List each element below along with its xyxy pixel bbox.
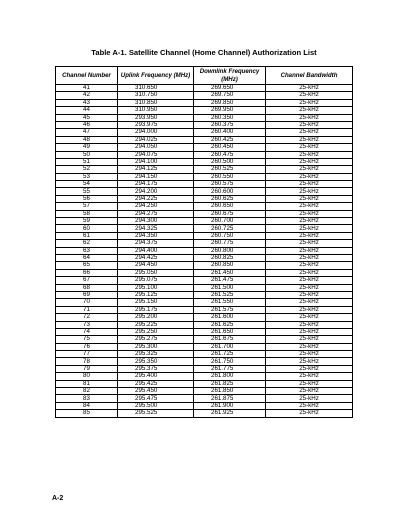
channel-number-cell: 68 xyxy=(56,284,118,291)
channel-number-cell: 72 xyxy=(56,314,118,321)
channel-number-cell: 47 xyxy=(56,129,118,136)
downlink-frequency-cell: 260.500 xyxy=(194,158,266,165)
uplink-frequency-cell: 295.475 xyxy=(118,395,194,402)
channel-bandwidth-cell: 25-kHz xyxy=(266,225,353,232)
uplink-frequency-cell: 295.050 xyxy=(118,269,194,276)
uplink-frequency-cell: 295.375 xyxy=(118,365,194,372)
uplink-frequency-cell: 294.175 xyxy=(118,181,194,188)
channel-number-cell: 85 xyxy=(56,410,118,417)
downlink-frequency-cell: 261.500 xyxy=(194,284,266,291)
channel-bandwidth-cell: 25-kHz xyxy=(266,284,353,291)
channel-number-cell: 77 xyxy=(56,351,118,358)
downlink-frequency-cell: 260.600 xyxy=(194,188,266,195)
uplink-frequency-cell: 295.500 xyxy=(118,402,194,409)
uplink-frequency-cell: 294.250 xyxy=(118,203,194,210)
channel-bandwidth-cell: 25-kHz xyxy=(266,314,353,321)
channel-bandwidth-cell: 25-kHz xyxy=(266,365,353,372)
channel-bandwidth-cell: 25-kHz xyxy=(266,232,353,239)
channel-bandwidth-cell: 25-kHz xyxy=(266,136,353,143)
downlink-frequency-cell: 260.450 xyxy=(194,144,266,151)
channel-bandwidth-cell: 25-kHz xyxy=(266,92,353,99)
uplink-frequency-cell: 294.050 xyxy=(118,144,194,151)
channel-number-cell: 73 xyxy=(56,321,118,328)
channel-number-cell: 60 xyxy=(56,225,118,232)
channel-bandwidth-cell: 25-kHz xyxy=(266,129,353,136)
channel-bandwidth-cell: 25-kHz xyxy=(266,277,353,284)
downlink-frequency-cell: 261.575 xyxy=(194,306,266,313)
channel-bandwidth-cell: 25-kHz xyxy=(266,121,353,128)
channel-number-cell: 41 xyxy=(56,85,118,92)
uplink-frequency-cell: 310.650 xyxy=(118,85,194,92)
page-number: A-2 xyxy=(52,495,64,502)
channel-bandwidth-cell: 25-kHz xyxy=(266,299,353,306)
channel-number-cell: 57 xyxy=(56,203,118,210)
channel-bandwidth-cell: 25-kHz xyxy=(266,181,353,188)
uplink-frequency-cell: 295.450 xyxy=(118,388,194,395)
table-row xyxy=(56,218,353,225)
uplink-frequency-cell: 294.425 xyxy=(118,254,194,261)
uplink-frequency-cell: 310.850 xyxy=(118,99,194,106)
channel-bandwidth-cell: 25-kHz xyxy=(266,85,353,92)
uplink-frequency-cell: 295.350 xyxy=(118,358,194,365)
channel-bandwidth-cell: 25-kHz xyxy=(266,351,353,358)
uplink-frequency-cell: 293.950 xyxy=(118,114,194,121)
downlink-frequency-cell: 261.600 xyxy=(194,314,266,321)
channel-bandwidth-cell: 25-kHz xyxy=(266,166,353,173)
channel-number-cell: 74 xyxy=(56,328,118,335)
uplink-frequency-cell: 294.125 xyxy=(118,166,194,173)
downlink-frequency-cell: 269.650 xyxy=(194,85,266,92)
channel-number-cell: 64 xyxy=(56,254,118,261)
uplink-frequency-cell: 294.300 xyxy=(118,218,194,225)
downlink-frequency-cell: 260.350 xyxy=(194,114,266,121)
downlink-frequency-cell: 261.525 xyxy=(194,291,266,298)
table-row xyxy=(56,388,353,395)
table-header-row xyxy=(56,67,353,85)
downlink-frequency-cell: 261.625 xyxy=(194,321,266,328)
channel-bandwidth-cell: 25-kHz xyxy=(266,240,353,247)
channel-number-cell: 42 xyxy=(56,92,118,99)
downlink-frequency-cell: 260.700 xyxy=(194,218,266,225)
downlink-frequency-cell: 261.650 xyxy=(194,328,266,335)
channel-number-cell: 71 xyxy=(56,306,118,313)
downlink-frequency-cell: 260.475 xyxy=(194,151,266,158)
channel-bandwidth-cell: 25-kHz xyxy=(266,195,353,202)
downlink-frequency-cell: 260.825 xyxy=(194,254,266,261)
downlink-frequency-cell: 260.400 xyxy=(194,129,266,136)
downlink-frequency-cell: 260.525 xyxy=(194,166,266,173)
channel-bandwidth-cell: 25-kHz xyxy=(266,373,353,380)
channel-number-cell: 69 xyxy=(56,291,118,298)
downlink-frequency-cell: 261.550 xyxy=(194,299,266,306)
uplink-frequency-cell: 295.100 xyxy=(118,284,194,291)
downlink-frequency-cell: 261.450 xyxy=(194,269,266,276)
downlink-frequency-cell: 269.850 xyxy=(194,99,266,106)
downlink-frequency-cell: 261.850 xyxy=(194,388,266,395)
channel-number-cell: 83 xyxy=(56,395,118,402)
channel-number-cell: 78 xyxy=(56,358,118,365)
downlink-frequency-cell: 261.725 xyxy=(194,351,266,358)
channel-number-cell: 75 xyxy=(56,336,118,343)
downlink-frequency-cell: 261.825 xyxy=(194,380,266,387)
channel-number-cell: 50 xyxy=(56,151,118,158)
table-row xyxy=(56,181,353,188)
uplink-frequency-cell: 295.075 xyxy=(118,277,194,284)
channel-number-cell: 67 xyxy=(56,277,118,284)
uplink-frequency-cell: 295.325 xyxy=(118,351,194,358)
downlink-frequency-cell: 260.575 xyxy=(194,181,266,188)
uplink-frequency-cell: 295.425 xyxy=(118,380,194,387)
uplink-frequency-cell: 294.075 xyxy=(118,151,194,158)
downlink-frequency-cell: 261.900 xyxy=(194,402,266,409)
downlink-frequency-cell: 260.625 xyxy=(194,195,266,202)
channel-bandwidth-cell: 25-kHz xyxy=(266,306,353,313)
downlink-frequency-cell: 260.775 xyxy=(194,240,266,247)
downlink-frequency-cell: 261.875 xyxy=(194,395,266,402)
channel-number-cell: 84 xyxy=(56,402,118,409)
channel-number-cell: 52 xyxy=(56,166,118,173)
uplink-frequency-cell: 295.400 xyxy=(118,373,194,380)
downlink-frequency-cell: 269.750 xyxy=(194,92,266,99)
downlink-frequency-cell: 261.750 xyxy=(194,358,266,365)
channel-bandwidth-cell: 25-kHz xyxy=(266,188,353,195)
channel-bandwidth-cell: 25-kHz xyxy=(266,328,353,335)
uplink-frequency-cell: 294.400 xyxy=(118,247,194,254)
downlink-frequency-cell: 261.775 xyxy=(194,365,266,372)
channel-bandwidth-cell: 25-kHz xyxy=(266,114,353,121)
header-downlink-frequency: Downlink Frequency (MHz) xyxy=(194,67,266,85)
channel-number-cell: 79 xyxy=(56,365,118,372)
channel-bandwidth-cell: 25-kHz xyxy=(266,151,353,158)
downlink-frequency-cell: 261.925 xyxy=(194,410,266,417)
uplink-frequency-cell: 295.300 xyxy=(118,343,194,350)
downlink-frequency-cell: 261.700 xyxy=(194,343,266,350)
uplink-frequency-cell: 295.125 xyxy=(118,291,194,298)
channel-bandwidth-cell: 25-kHz xyxy=(266,158,353,165)
channel-number-cell: 62 xyxy=(56,240,118,247)
table-row xyxy=(56,144,353,151)
uplink-frequency-cell: 294.225 xyxy=(118,195,194,202)
channel-number-cell: 76 xyxy=(56,343,118,350)
uplink-frequency-cell: 294.025 xyxy=(118,136,194,143)
header-uplink-frequency: Uplink Frequency (MHz) xyxy=(118,67,194,85)
table-row xyxy=(56,314,353,321)
uplink-frequency-cell: 310.950 xyxy=(118,107,194,114)
channel-bandwidth-cell: 25-kHz xyxy=(266,291,353,298)
downlink-frequency-cell: 260.725 xyxy=(194,225,266,232)
channel-number-cell: 43 xyxy=(56,99,118,106)
uplink-frequency-cell: 293.975 xyxy=(118,121,194,128)
header-channel-number: Channel Number xyxy=(56,67,118,85)
downlink-frequency-cell: 260.425 xyxy=(194,136,266,143)
channel-bandwidth-cell: 25-kHz xyxy=(266,343,353,350)
channel-bandwidth-cell: 25-kHz xyxy=(266,144,353,151)
downlink-frequency-cell: 261.800 xyxy=(194,373,266,380)
channel-number-cell: 65 xyxy=(56,262,118,269)
uplink-frequency-cell: 295.225 xyxy=(118,321,194,328)
downlink-frequency-cell: 261.675 xyxy=(194,336,266,343)
channel-bandwidth-cell: 25-kHz xyxy=(266,107,353,114)
channel-number-cell: 80 xyxy=(56,373,118,380)
downlink-frequency-cell: 260.750 xyxy=(194,232,266,239)
uplink-frequency-cell: 294.200 xyxy=(118,188,194,195)
uplink-frequency-cell: 294.325 xyxy=(118,225,194,232)
channel-number-cell: 55 xyxy=(56,188,118,195)
downlink-frequency-cell: 260.850 xyxy=(194,262,266,269)
table-body xyxy=(56,85,353,418)
channel-number-cell: 44 xyxy=(56,107,118,114)
uplink-frequency-cell: 294.100 xyxy=(118,158,194,165)
channel-bandwidth-cell: 25-kHz xyxy=(266,173,353,180)
authorization-table xyxy=(55,66,353,418)
downlink-frequency-cell: 260.375 xyxy=(194,121,266,128)
channel-number-cell: 66 xyxy=(56,269,118,276)
uplink-frequency-cell: 294.150 xyxy=(118,173,194,180)
uplink-frequency-cell: 294.375 xyxy=(118,240,194,247)
channel-number-cell: 59 xyxy=(56,218,118,225)
downlink-frequency-cell: 260.675 xyxy=(194,210,266,217)
channel-number-cell: 70 xyxy=(56,299,118,306)
table-row xyxy=(56,351,353,358)
channel-bandwidth-cell: 25-kHz xyxy=(266,262,353,269)
uplink-frequency-cell: 295.275 xyxy=(118,336,194,343)
channel-bandwidth-cell: 25-kHz xyxy=(266,254,353,261)
channel-bandwidth-cell: 25-kHz xyxy=(266,210,353,217)
uplink-frequency-cell: 294.000 xyxy=(118,129,194,136)
channel-bandwidth-cell: 25-kHz xyxy=(266,269,353,276)
uplink-frequency-cell: 295.175 xyxy=(118,306,194,313)
channel-number-cell: 58 xyxy=(56,210,118,217)
channel-number-cell: 82 xyxy=(56,388,118,395)
channel-bandwidth-cell: 25-kHz xyxy=(266,99,353,106)
downlink-frequency-cell: 260.550 xyxy=(194,173,266,180)
channel-bandwidth-cell: 25-kHz xyxy=(266,203,353,210)
channel-number-cell: 49 xyxy=(56,144,118,151)
channel-bandwidth-cell: 25-kHz xyxy=(266,410,353,417)
channel-bandwidth-cell: 25-kHz xyxy=(266,247,353,254)
downlink-frequency-cell: 260.800 xyxy=(194,247,266,254)
channel-number-cell: 54 xyxy=(56,181,118,188)
table-row xyxy=(56,410,353,417)
uplink-frequency-cell: 295.525 xyxy=(118,410,194,417)
uplink-frequency-cell: 294.450 xyxy=(118,262,194,269)
channel-bandwidth-cell: 25-kHz xyxy=(266,218,353,225)
uplink-frequency-cell: 294.350 xyxy=(118,232,194,239)
channel-bandwidth-cell: 25-kHz xyxy=(266,380,353,387)
channel-number-cell: 48 xyxy=(56,136,118,143)
downlink-frequency-cell: 269.950 xyxy=(194,107,266,114)
uplink-frequency-cell: 310.750 xyxy=(118,92,194,99)
channel-bandwidth-cell: 25-kHz xyxy=(266,395,353,402)
downlink-frequency-cell: 261.475 xyxy=(194,277,266,284)
table-row xyxy=(56,277,353,284)
channel-number-cell: 56 xyxy=(56,195,118,202)
table-row xyxy=(56,107,353,114)
channel-number-cell: 45 xyxy=(56,114,118,121)
table-row xyxy=(56,240,353,247)
table-title: Table A-1. Satellite Channel (Home Channel) Authorization List xyxy=(91,48,317,57)
channel-number-cell: 63 xyxy=(56,247,118,254)
channel-bandwidth-cell: 25-kHz xyxy=(266,388,353,395)
channel-bandwidth-cell: 25-kHz xyxy=(266,336,353,343)
channel-bandwidth-cell: 25-kHz xyxy=(266,358,353,365)
channel-bandwidth-cell: 25-kHz xyxy=(266,321,353,328)
uplink-frequency-cell: 295.250 xyxy=(118,328,194,335)
uplink-frequency-cell: 294.275 xyxy=(118,210,194,217)
uplink-frequency-cell: 295.150 xyxy=(118,299,194,306)
header-channel-bandwidth: Channel Bandwidth xyxy=(266,67,353,85)
channel-number-cell: 51 xyxy=(56,158,118,165)
downlink-frequency-cell: 260.650 xyxy=(194,203,266,210)
channel-number-cell: 53 xyxy=(56,173,118,180)
channel-bandwidth-cell: 25-kHz xyxy=(266,402,353,409)
uplink-frequency-cell: 295.200 xyxy=(118,314,194,321)
channel-number-cell: 46 xyxy=(56,121,118,128)
channel-number-cell: 81 xyxy=(56,380,118,387)
channel-number-cell: 61 xyxy=(56,232,118,239)
